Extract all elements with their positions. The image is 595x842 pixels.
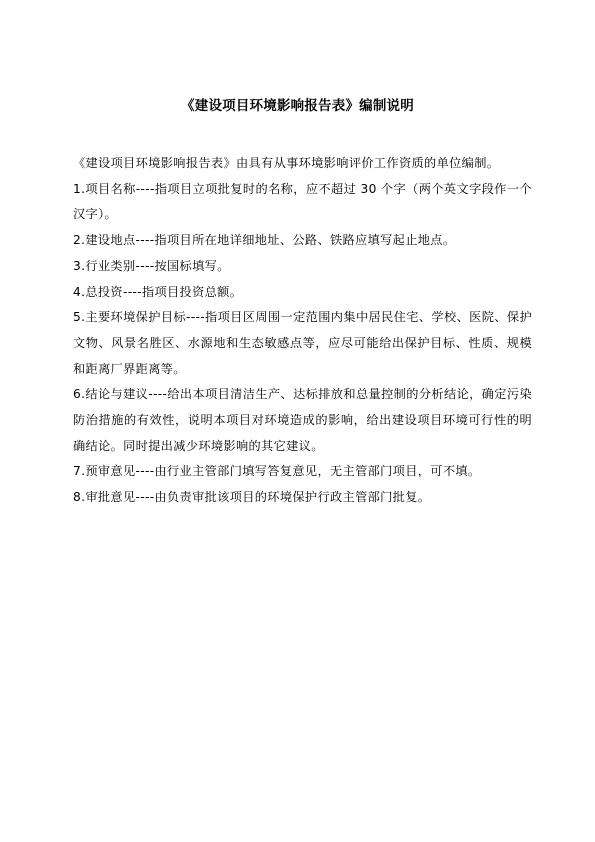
paragraph-intro: 《建设项目环境影响报告表》由具有从事环境影响评价工作资质的单位编制。 bbox=[73, 156, 500, 170]
document-title: 《建设项目环境影响报告表》编制说明 bbox=[181, 98, 414, 114]
document-body bbox=[73, 151, 532, 511]
paragraph-approval: 8.审批意见----由负责审批该项目的环境保护行政主管部门批复。 bbox=[73, 490, 431, 505]
paragraph-construction-site: 2.建设地点----指项目所在地详细地址、公路、铁路应填写起止地点。 bbox=[73, 233, 456, 248]
paragraph-project-name: 1.项目名称----指项目立项批复时的名称，应不超过 30 个字（两个英文字段作一个汉字）。 bbox=[73, 181, 532, 222]
paragraph-pre-review: 7.预审意见----由行业主管部门填写答复意见，无主管部门项目，可不填。 bbox=[73, 464, 481, 479]
paragraph-total-investment: 4.总投资----指项目投资总额。 bbox=[73, 284, 243, 299]
paragraph-industry-category: 3.行业类别----按国标填写。 bbox=[73, 258, 230, 273]
paragraph-protection-targets: 5.主要环境保护目标----指项目区周围一定范围内集中居民住宅、学校、医院、保护文物、风景名胜区、水源地和生态敏感点等，应尽可能给出保护目标、性质、规模和距离厂界距离等。 bbox=[73, 310, 532, 376]
paragraph-conclusions: 6.结论与建议----给出本项目清洁生产、达标排放和总量控制的分析结论，确定污染防治措施的有效性，说明本项目对环境造成的影响，给出建设项目环境可行性的明确结论。同时提出减少环境影响的其它建议。 bbox=[73, 387, 532, 453]
